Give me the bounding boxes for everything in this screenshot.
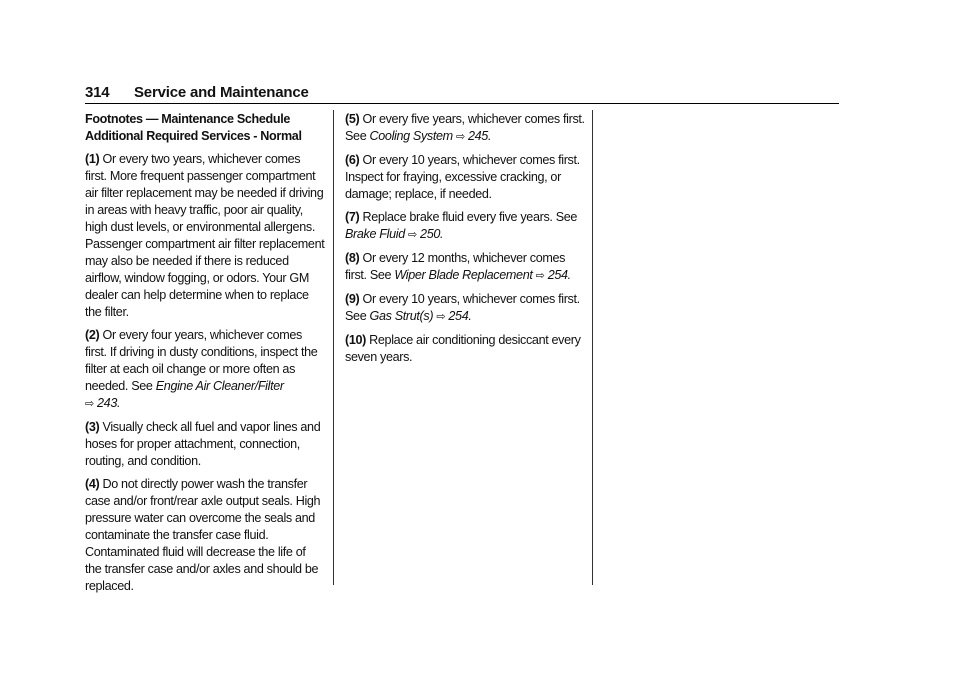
page-arrow-icon: ⇨ xyxy=(436,311,446,323)
footnote-text: Or every five years, whichever comes first. See xyxy=(345,112,585,143)
footnote-4 xyxy=(85,476,325,595)
footnote-6 xyxy=(345,152,585,203)
cross-reference-link[interactable]: Cooling System xyxy=(369,129,453,143)
column-divider xyxy=(333,110,334,585)
footnote-9 xyxy=(345,291,585,326)
page-arrow-icon: ⇨ xyxy=(408,229,417,241)
column-divider xyxy=(592,110,593,585)
footnote-text: Replace brake fluid every five years. See xyxy=(362,210,578,224)
cross-reference-link[interactable]: Wiper Blade Replacement xyxy=(394,268,533,282)
left-column xyxy=(85,111,325,601)
page-arrow-icon: ⇨ xyxy=(85,398,94,410)
footnote-5 xyxy=(345,111,585,146)
footnote-text: Do not directly power wash the transfer case and/or front/rear axle output seals. High pressure water can overcome the seals and contaminate the transfer case fluid. Contaminated fluid will decrease the life of the transfer case and/or axles and should be replaced. xyxy=(85,477,321,593)
page-reference[interactable]: 254. xyxy=(547,268,571,282)
footnote-text: Or every 10 years, whichever comes first. See xyxy=(345,292,580,323)
footnote-number: (6) xyxy=(345,153,360,167)
footnotes-heading xyxy=(85,111,325,145)
footnote-3 xyxy=(85,419,325,470)
footnote-number: (9) xyxy=(345,292,360,306)
cross-reference-link[interactable]: Engine Air Cleaner/Filter xyxy=(155,379,284,393)
page-arrow-icon: ⇨ xyxy=(455,131,465,143)
footnote-text: Or every 10 years, whichever comes first. Inspect for fraying, excessive cracking, or damage; replace, if needed. xyxy=(345,153,580,201)
page-arrow-icon: ⇨ xyxy=(535,270,545,282)
footnote-text: Or every 12 months, whichever comes first. See xyxy=(345,251,566,282)
footnote-text: Replace air conditioning desiccant every seven years. xyxy=(345,333,581,364)
page-reference[interactable]: 254. xyxy=(448,309,472,323)
page-reference[interactable]: 250. xyxy=(420,227,444,241)
right-column xyxy=(345,111,585,372)
footnote-number: (2) xyxy=(85,328,100,342)
footnote-number: (5) xyxy=(345,112,360,126)
header-rule xyxy=(85,103,839,104)
footnote-number: (1) xyxy=(85,152,100,166)
section-title: Service and Maintenance xyxy=(134,84,309,101)
footnote-number: (4) xyxy=(85,477,100,491)
footnote-2 xyxy=(85,327,325,413)
footnotes-heading-line1: Footnotes — Maintenance Schedule xyxy=(85,112,291,126)
cross-reference-link[interactable]: Brake Fluid xyxy=(345,227,405,241)
footnote-number: (3) xyxy=(85,420,100,434)
page-reference[interactable]: 243. xyxy=(97,396,121,410)
footnote-text: Or every two years, whichever comes first. More frequent passenger compartment air filter replacement may be needed if driving in areas with heavy traffic, poor air quality, high dust levels, or environmental allergens. Passenger compartment air filter replacement may also be needed if there is reduced airflow, window fogging, or odors. Your GM dealer can help determine when to replace the filter. xyxy=(85,152,325,319)
footnote-number: (8) xyxy=(345,251,360,265)
cross-reference-link[interactable]: Gas Strut(s) xyxy=(369,309,434,323)
footnote-1 xyxy=(85,151,325,321)
footnote-10 xyxy=(345,332,585,366)
footnote-7 xyxy=(345,209,585,244)
footnote-8 xyxy=(345,250,585,285)
page-reference[interactable]: 245. xyxy=(468,129,492,143)
footnotes-heading-line2: Additional Required Services - Normal xyxy=(85,129,302,143)
footnote-text: Visually check all fuel and vapor lines and hoses for proper attachment, connection, routing, and condition. xyxy=(85,420,321,468)
footnote-text: Or every four years, whichever comes first. If driving in dusty conditions, inspect the filter at each oil change or more often as needed. See xyxy=(85,328,318,393)
footnote-number: (10) xyxy=(345,333,366,347)
footnote-number: (7) xyxy=(345,210,360,224)
page-number: 314 xyxy=(85,84,110,101)
